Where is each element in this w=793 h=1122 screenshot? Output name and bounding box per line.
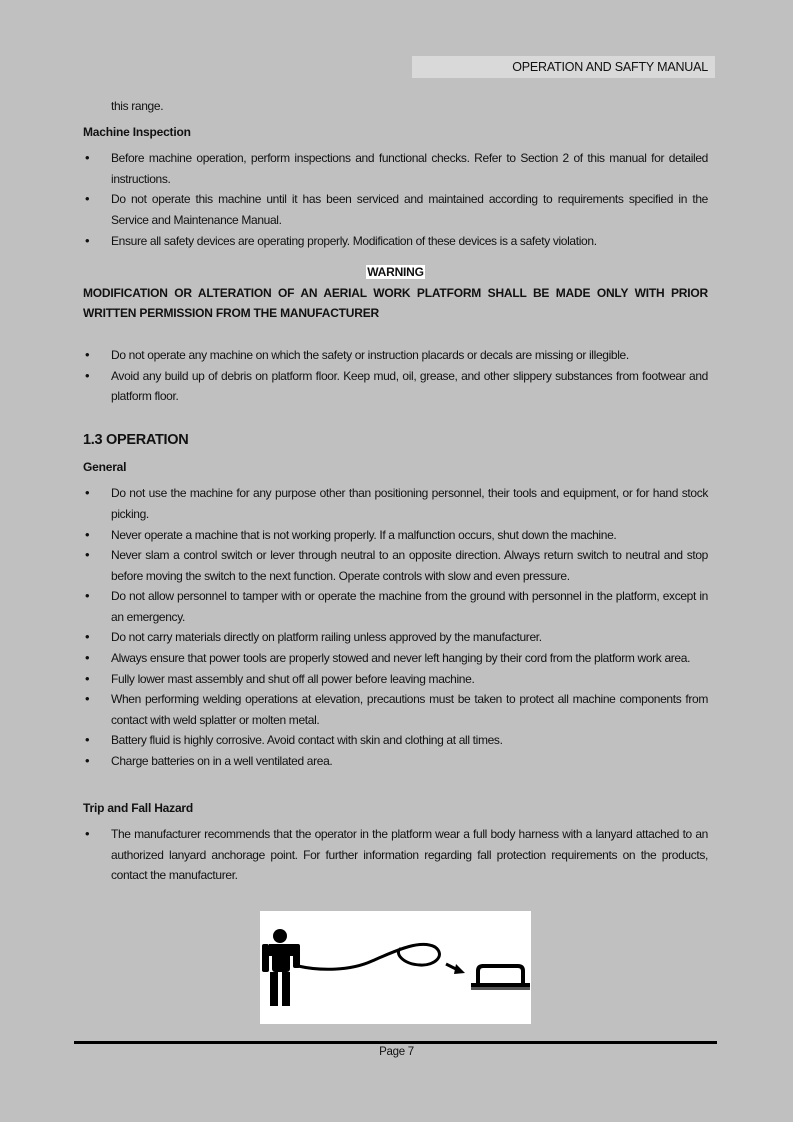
list-item: • Ensure all safety devices are operating properly. Modification of these devices is a safety violation. (83, 231, 708, 252)
header-title: OPERATION AND SAFTY MANUAL (512, 60, 708, 74)
list-item: • Never operate a machine that is not working properly. If a malfunction occurs, shut down the machine. (83, 525, 708, 546)
list-item: • Always ensure that power tools are properly stowed and never left hanging by their cord from the platform work area. (83, 648, 708, 669)
list-item: • When performing welding operations at elevation, precautions must be taken to protect all machine components from contact with weld splatter or molten metal. (83, 689, 708, 730)
spacer (83, 772, 708, 793)
lanyard-icon (298, 944, 439, 969)
list-item: • Fully lower mast assembly and shut off all power before leaving machine. (83, 669, 708, 690)
after-warning-list (83, 345, 708, 407)
machine-inspection-heading: Machine Inspection (83, 124, 191, 139)
person-icon (262, 929, 300, 1006)
list-item: • Do not use the machine for any purpose other than positioning personnel, their tools and equipment, or for hand stock picking. (83, 483, 708, 524)
operation-section-title: 1.3 OPERATION (83, 431, 189, 448)
list-item: • Do not allow personnel to tamper with or operate the machine from the ground with personnel in the platform, except in an emergency. (83, 586, 708, 627)
list-item: • Do not operate any machine on which the safety or instruction placards or decals are missing or illegible. (83, 345, 708, 366)
operation-general-list (83, 483, 708, 771)
continuation-text: this range. (111, 99, 164, 113)
list-item: • Do not carry materials directly on platform railing unless approved by the manufacturer. (83, 627, 708, 648)
header-bar (412, 56, 715, 78)
list-item: • Charge batteries on in a well ventilated area. (83, 751, 708, 772)
machine-inspection-list (83, 148, 708, 251)
page-content (83, 96, 708, 886)
general-heading: General (83, 459, 127, 474)
list-item: • Battery fluid is highly corrosive. Avoid contact with skin and clothing at all times. (83, 730, 708, 751)
trip-fall-list (83, 824, 708, 886)
warning-text: MODIFICATION OR ALTERATION OF AN AERIAL WORK PLATFORM SHALL BE MADE ONLY WITH PRIOR WRITTEN PERMISSION FROM THE MANUFACTURER (83, 285, 708, 321)
list-item: • Never slam a control switch or lever through neutral to an opposite direction. Always return switch to neutral and stop before moving the switch to the next function. Operate controls with slow and even pressure. (83, 545, 708, 586)
lanyard-anchorage-illustration (260, 911, 531, 1024)
page-number: Page 7 (379, 1046, 414, 1058)
trip-fall-heading: Trip and Fall Hazard (83, 800, 194, 815)
list-item: • Do not operate this machine until it has been serviced and maintained according to requirements specified in the Service and Maintenance Manual. (83, 189, 708, 230)
footer-rule (74, 1041, 717, 1044)
anchorage-point-icon (471, 966, 530, 990)
arrow-icon (446, 964, 465, 974)
warning-title-wrap (83, 262, 708, 283)
list-item: • Before machine operation, perform inspections and functional checks. Refer to Section 2 of this manual for detailed instructions. (83, 148, 708, 189)
lanyard-illustration-svg (260, 911, 531, 1024)
list-item: • Avoid any build up of debris on platform floor. Keep mud, oil, grease, and other slippery substances from footwear and platform floor. (83, 366, 708, 407)
list-item: • The manufacturer recommends that the operator in the platform wear a full body harness with a lanyard attached to an authorized lanyard anchorage point. For further information regarding fall protection requirements on the products, contact the manufacturer. (83, 824, 708, 886)
warning-title: WARNING (367, 265, 424, 280)
